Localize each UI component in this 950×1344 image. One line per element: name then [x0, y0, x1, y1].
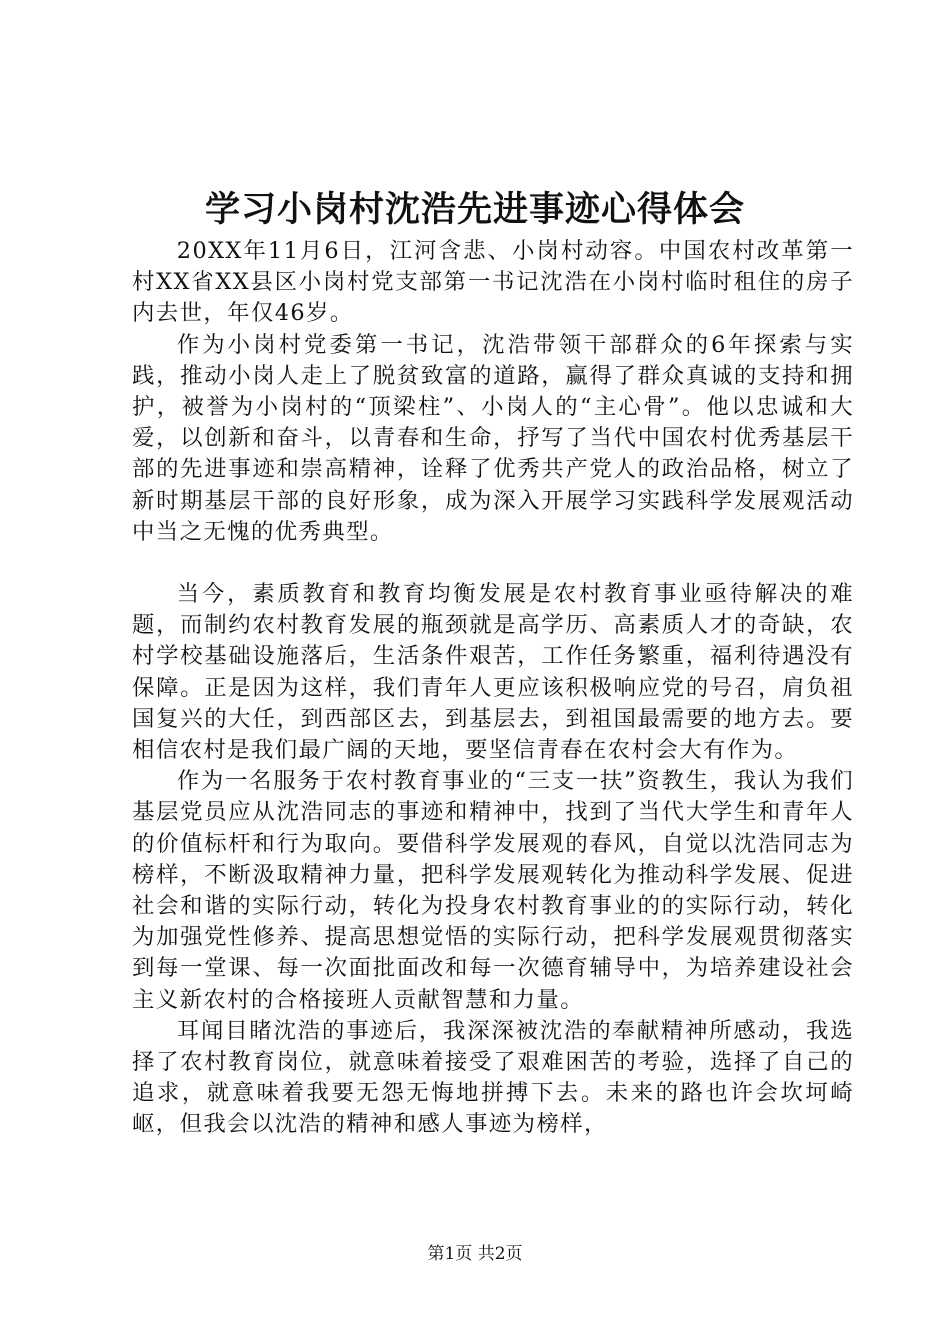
document-title: 学习小岗村沈浩先进事迹心得体会 [204, 189, 745, 230]
paragraph-1: 20XX年11月6日，江河含悲、小岗村动容。中国农村改革第一村XX省XX县区小岗村党支部第一书记沈浩在小岗村临时租住的房子内去世，年仅46岁。 [132, 238, 854, 327]
paragraph-4: 作为一名服务于农村教育事业的“三支一扶”资教生，我认为我们基层党员应从沈浩同志的事迹和精神中，找到了当代大学生和青年人的价值标杆和行为取向。要借科学发展观的春风，自觉以沈浩同志为榜样，不断汲取精神力量，把科学发展观转化为推动科学发展、促进社会和谐的实际行动，转化为投身农村教育事业的的实际行动，转化为加强党性修养、提高思想觉悟的实际行动，把科学发展观贯彻落实到每一堂课、每一次面批面改和每一次德育辅导中，为培养建设社会主义新农村的合格接班人贡献智慧和力量。 [132, 768, 854, 1013]
page-number-footer: 第1页 共2页 [427, 1244, 523, 1264]
paragraph-spacer [132, 548, 854, 579]
paragraph-2: 作为小岗村党委第一书记，沈浩带领干部群众的6年探索与实践，推动小岗人走上了脱贫致富的道路，赢得了群众真诚的支持和拥护，被誉为小岗村的“顶梁柱”、小岗人的“主心骨”。他以忠诚和大爱，以创新和奋斗，以青春和生命，抒写了当代中国农村优秀基层干部的先进事迹和崇高精神，诠释了优秀共产党人的政治品格，树立了新时期基层干部的良好形象，成为深入开展学习实践科学发展观活动中当之无愧的优秀典型。 [132, 331, 854, 545]
paragraph-5: 耳闻目睹沈浩的事迹后，我深深被沈浩的奉献精神所感动，我选择了农村教育岗位，就意味着接受了艰难困苦的考验，选择了自己的追求，就意味着我要无怨无悔地拼搏下去。未来的路也许会坎坷崎岖，但我会以沈浩的精神和感人事迹为榜样， [132, 1017, 854, 1138]
document-body [132, 236, 854, 1141]
paragraph-3: 当今，素质教育和教育均衡发展是农村教育事业亟待解决的难题，而制约农村教育发展的瓶颈就是高学历、高素质人才的奇缺，农村学校基础设施落后，生活条件艰苦，工作任务繁重，福利待遇没有保障。正是因为这样，我们青年人更应该积极响应党的号召，肩负祖国复兴的大任，到西部区去，到基层去，到祖国最需要的地方去。要相信农村是我们最广阔的天地，要坚信青春在农村会大有作为。 [132, 581, 854, 764]
